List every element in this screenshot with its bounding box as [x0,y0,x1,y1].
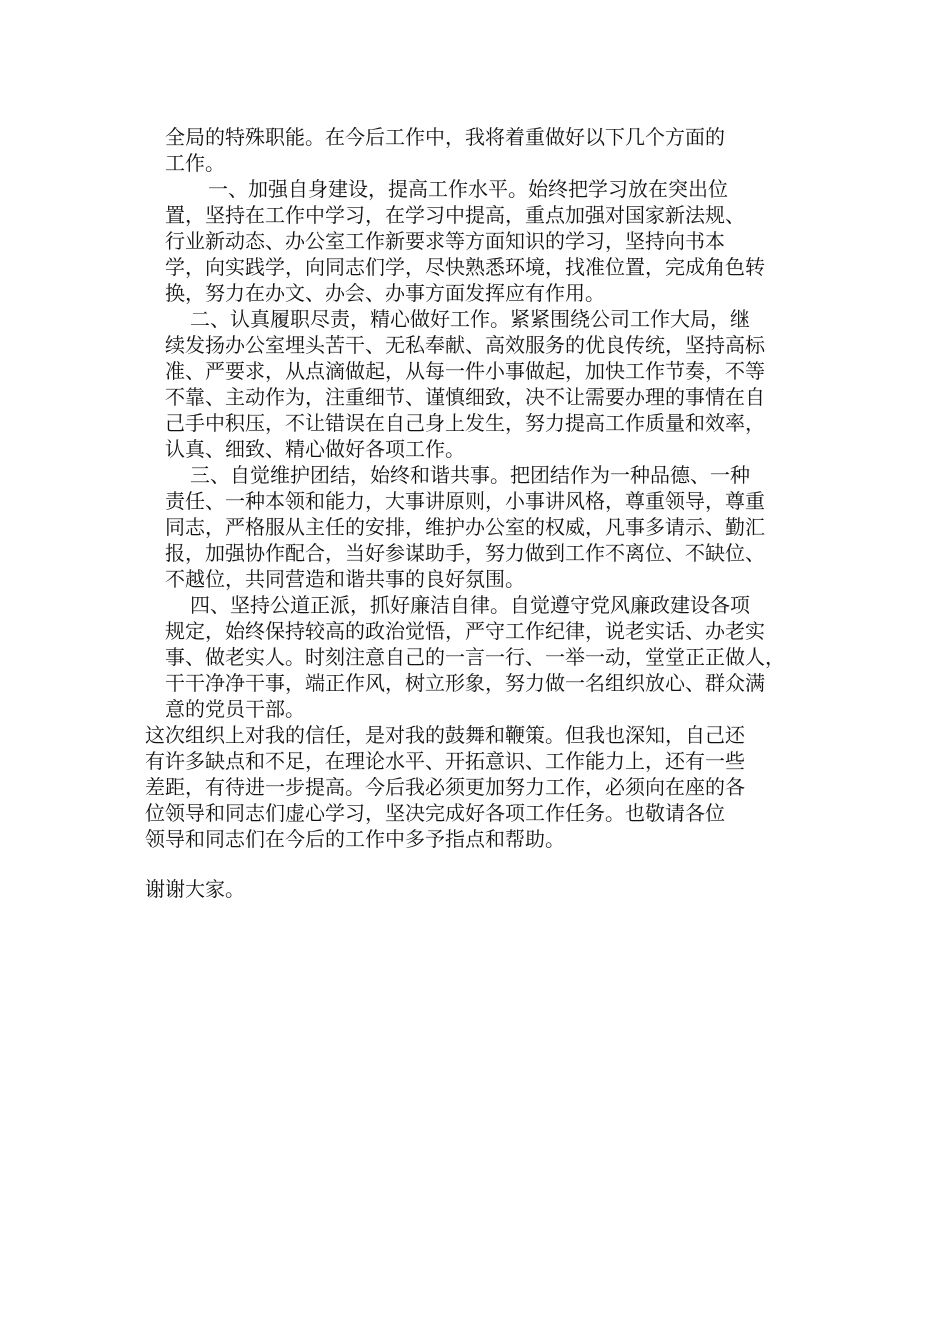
item-2-line: 准、严要求，从点滴做起，从每一件小事做起，加快工作节奏，不等 [165,359,765,383]
item-3-line: 报，加强协作配合，当好参谋助手，努力做到工作不离位、不缺位、 [165,541,765,565]
item-2-line: 二、认真履职尽责，精心做好工作。紧紧围绕公司工作大局，继 [190,307,750,331]
item-4-line: 四、坚持公道正派，抓好廉洁自律。自觉遵守党风廉政建设各项 [190,593,750,617]
item-4-line: 干干净净干事，端正作风，树立形象，努力做一名组织放心、群众满 [165,671,765,695]
closing-line: 有许多缺点和不足，在理论水平、开拓意识、工作能力上，还有一些 [145,749,745,773]
item-4-line: 意的党员干部。 [165,697,305,721]
item-1-line: 行业新动态、办公室工作新要求等方面知识的学习，坚持向书本 [165,229,725,253]
item-2-line: 认真、细致、精心做好各项工作。 [165,437,465,461]
item-3-line: 责任、一种本领和能力，大事讲原则，小事讲风格，尊重领导，尊重 [165,489,765,513]
item-1-line: 置，坚持在工作中学习，在学习中提高，重点加强对国家新法规、 [165,203,745,227]
thanks-line: 谢谢大家。 [145,877,245,901]
intro-line: 全局的特殊职能。在今后工作中，我将着重做好以下几个方面的 [165,125,725,149]
item-2-line: 续发扬办公室埋头苦干、无私奉献、高效服务的优良传统，坚持高标 [165,333,765,357]
item-1-line: 学，向实践学，向同志们学，尽快熟悉环境，找准位置，完成角色转 [165,255,765,279]
item-3-line: 三、自觉维护团结，始终和谐共事。把团结作为一种品德、一种 [190,463,750,487]
item-3-line: 同志，严格服从主任的安排，维护办公室的权威，凡事多请示、勤汇 [165,515,765,539]
item-4-line: 事、做老实人。时刻注意自己的一言一行、一举一动，堂堂正正做人， [165,645,785,669]
intro-line: 工作。 [165,151,225,175]
item-2-line: 己手中积压，不让错误在自己身上发生，努力提高工作质量和效率， [165,411,765,435]
closing-line: 这次组织上对我的信任，是对我的鼓舞和鞭策。但我也深知，自己还 [145,723,745,747]
closing-line: 领导和同志们在今后的工作中多予指点和帮助。 [145,827,565,851]
item-3-line: 不越位，共同营造和谐共事的良好氛围。 [165,567,525,591]
item-1-line: 换，努力在办文、办会、办事方面发挥应有作用。 [165,281,605,305]
closing-line: 位领导和同志们虚心学习，坚决完成好各项工作任务。也敬请各位 [145,801,725,825]
item-2-line: 不靠、主动作为，注重细节、谨慎细致，决不让需要办理的事情在自 [165,385,765,409]
item-4-line: 规定，始终保持较高的政治觉悟，严守工作纪律，说老实话、办老实 [165,619,765,643]
item-1-line: 一、加强自身建设，提高工作水平。始终把学习放在突出位 [208,177,728,201]
closing-line: 差距，有待进一步提高。今后我必须更加努力工作，必须向在座的各 [145,775,745,799]
